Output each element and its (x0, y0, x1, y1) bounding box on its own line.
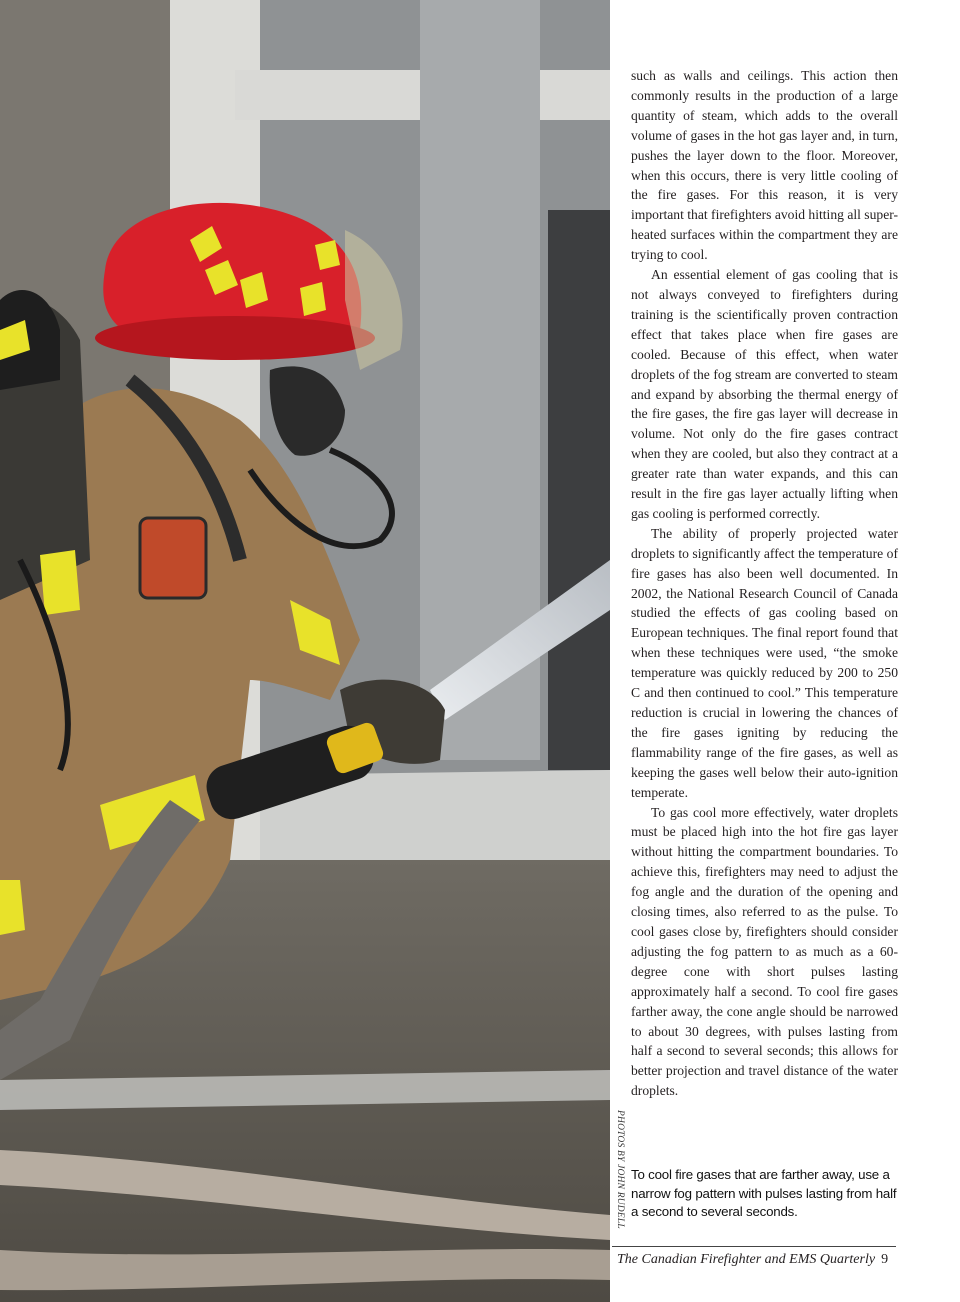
page-footer (617, 1252, 888, 1268)
photo-credit (612, 1110, 626, 1229)
photo-caption: To cool fire gases that are farther away, use a narrow fog pattern with pulses lasting from half a second to several seconds. (631, 1167, 897, 1219)
photo-credit-text: PHOTOS BY JOHN RUDELL (615, 1110, 625, 1229)
publication-title: The Canadian Firefighter and EMS Quarterly (617, 1252, 876, 1267)
footer-divider (612, 1246, 896, 1247)
article-paragraph: such as walls and ceilings. This action then commonly results in the production of a large quantity of steam, which adds to the overall volume of gases in the hot gas layer and, in turn, pushes the layer down to the floor. Moreover, when this occurs, there is very little cooling of the fire gases. For this reason, it is very important that firefighters avoid hitting all super-heated surfaces within the compartment they are trying to cool. (631, 68, 899, 263)
page-number: 9 (881, 1252, 889, 1267)
article-paragraph: An essential element of gas cooling that is not always conveyed to firefighters during training is the scientifically proven contraction effect that takes place when fire gases are cooled. Because of this effect, when water droplets of the fog stream are converted to steam and expand by absorbing the thermal energy of the fire gases, the fire gas layer will decrease in volume. Not only do the fire gases contract when they are cooled, but also they contract at a greater rate than water expands, and this can result in the fire gas layer actually lifting when gas cooling is performed correctly. (631, 267, 898, 521)
article-paragraph: To gas cool more effectively, water droplets must be placed high into the hot fire gas layer without hitting the compartment boundaries. To achieve this, firefighters may need to adjust the fog angle and the duration of the opening and closing times, also referred to as the pulse. To cool gases close by, firefighters should consider adjusting the fog pattern to as much as a 60-degree cone with short pulses lasting approximately half a second. To cool fire gases farther away, the cone angle should be narrowed to about 30 degrees, with pulses lasting from half a second to several seconds; this allows for better projection and travel distance of the water droplets. (631, 804, 898, 1099)
article-column (631, 66, 898, 1101)
article-paragraph: The ability of properly projected water droplets to significantly affect the temperature of fire gases has also been well documented. In 2002, the National Research Council of Canada studied the effects of gas cooling based on European techniques. The final report found that when these techniques were used, “the smoke temperature was quickly reduced by 200 to 250 C and then continued to cool.” This temperature reduction is crucial in lowering the chances of the fire gases igniting by reducing the flammability range of the fire gases, as well as keeping the gases well below their auto-ignition temperate. (631, 525, 898, 800)
